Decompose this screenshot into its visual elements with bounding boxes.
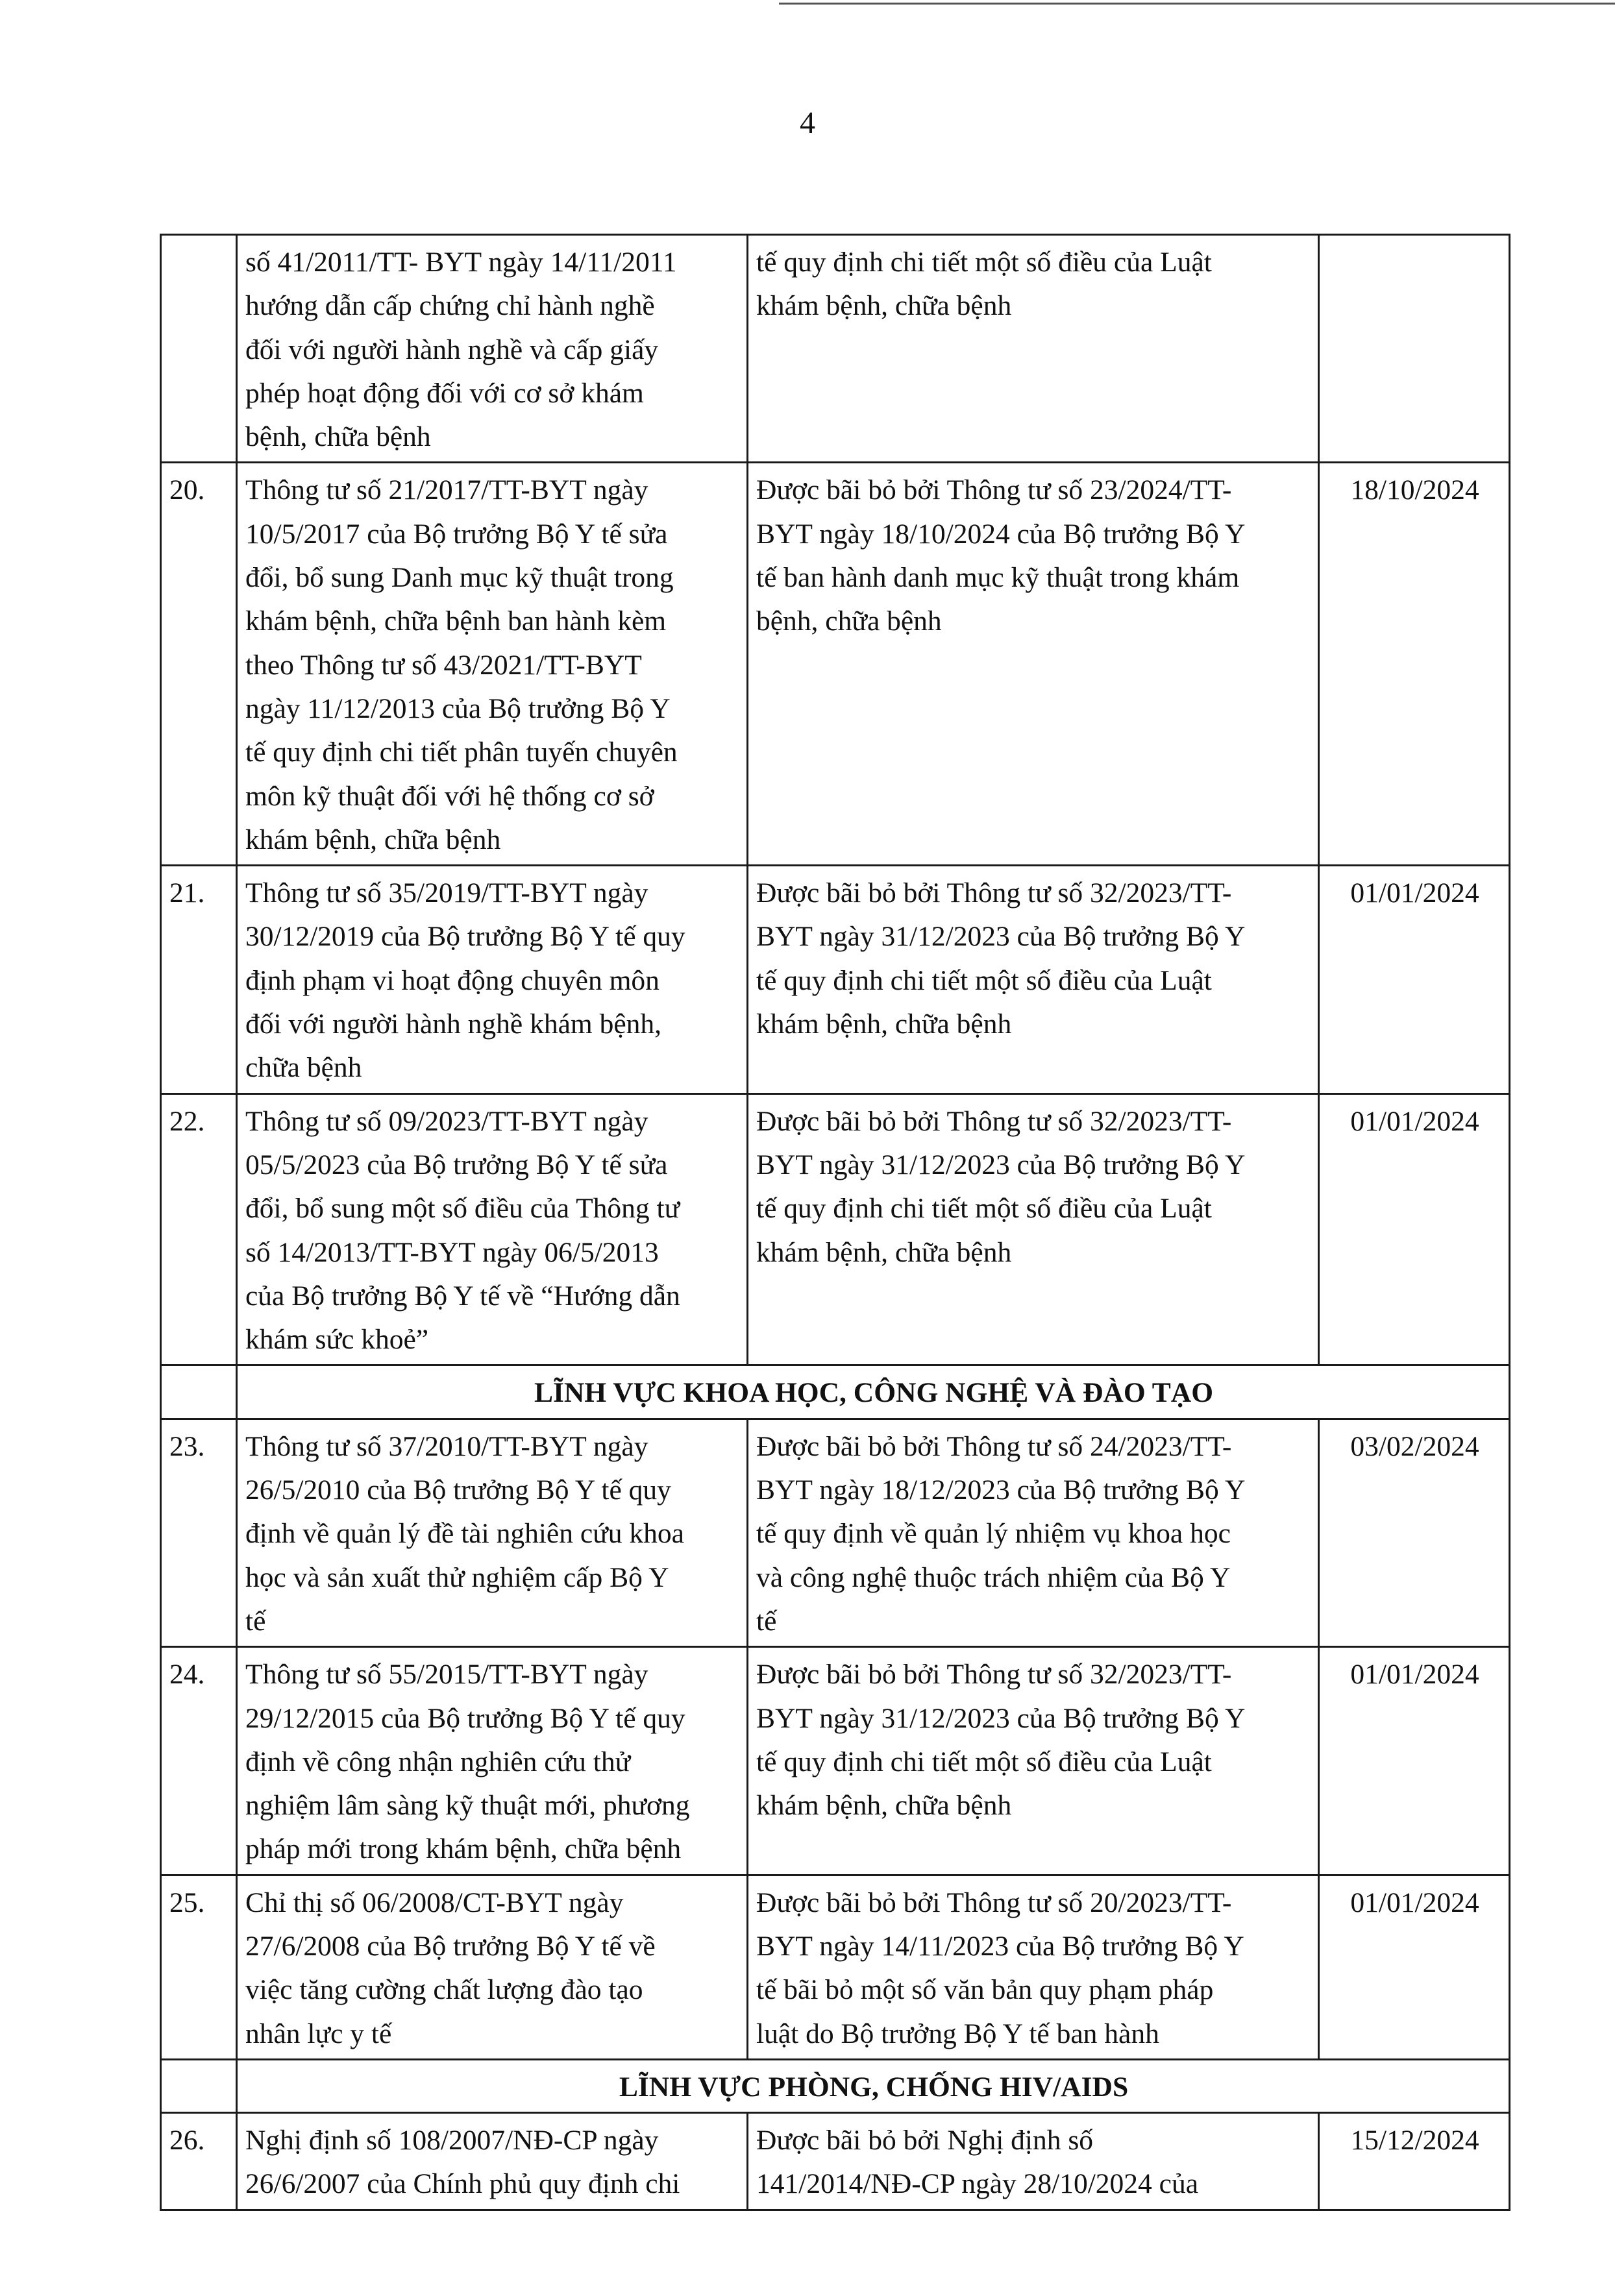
- effective-date: 01/01/2024: [1319, 1875, 1510, 2059]
- repeal-reason-cell: [748, 1419, 1319, 1646]
- repeal-reason-line: BYT ngày 31/12/2023 của Bộ trưởng Bộ Y: [756, 921, 1246, 953]
- document-line: môn kỹ thuật đối với hệ thống cơ sở: [245, 780, 654, 812]
- repeal-reason-line: Được bãi bỏ bởi Thông tư số 23/2024/TT-: [756, 474, 1232, 506]
- repeal-reason-line: Được bãi bỏ bởi Thông tư số 32/2023/TT-: [756, 1659, 1232, 1691]
- document-cell: [237, 1875, 748, 2059]
- repeal-reason-line: tế quy định chi tiết một số điều của Luật: [756, 964, 1212, 996]
- effective-date: 01/01/2024: [1319, 1093, 1510, 1365]
- document-line: 30/12/2019 của Bộ trưởng Bộ Y tế quy: [245, 921, 685, 953]
- section-row: [161, 2059, 1510, 2112]
- document-line: 29/12/2015 của Bộ trưởng Bộ Y tế quy: [245, 1702, 685, 1734]
- repeal-reason-line: tế quy định chi tiết một số điều của Luật: [756, 247, 1212, 278]
- repeal-reason-line: tế quy định chi tiết một số điều của Luật: [756, 1193, 1212, 1225]
- repeal-reason-cell: [748, 1647, 1319, 1875]
- document-line: 26/5/2010 của Bộ trưởng Bộ Y tế quy: [245, 1474, 671, 1506]
- document-cell: [237, 866, 748, 1093]
- effective-date: 01/01/2024: [1319, 1647, 1510, 1875]
- row-number: 23.: [161, 1419, 237, 1646]
- row-number: 21.: [161, 866, 237, 1093]
- document-cell: [237, 2113, 748, 2210]
- repeal-reason-line: BYT ngày 18/12/2023 của Bộ trưởng Bộ Y: [756, 1474, 1246, 1506]
- repeal-reason-line: 141/2014/NĐ-CP ngày 28/10/2024 của: [756, 2168, 1199, 2200]
- document-line: tế: [245, 1605, 266, 1637]
- table-row: [161, 463, 1510, 866]
- document-line: định về quản lý đề tài nghiên cứu khoa: [245, 1518, 684, 1550]
- top-rule: [779, 3, 1615, 5]
- effective-date: [1319, 235, 1510, 463]
- repeal-reason-cell: [748, 1093, 1319, 1365]
- document-line: bệnh, chữa bệnh: [245, 421, 431, 453]
- table-row: [161, 1419, 1510, 1646]
- document-line: 27/6/2008 của Bộ trưởng Bộ Y tế về: [245, 1930, 656, 1962]
- repeal-reason-line: tế bãi bỏ một số văn bản quy phạm pháp: [756, 1974, 1214, 2006]
- document-line: 26/6/2007 của Chính phủ quy định chi: [245, 2168, 680, 2200]
- document-line: pháp mới trong khám bệnh, chữa bệnh: [245, 1833, 682, 1865]
- document-cell: [237, 463, 748, 866]
- document-line: học và sản xuất thử nghiệm cấp Bộ Y: [245, 1561, 669, 1593]
- repeal-reason-line: tế quy định chi tiết một số điều của Luật: [756, 1746, 1212, 1777]
- row-number: 25.: [161, 1875, 237, 2059]
- repeal-reason-line: Được bãi bỏ bởi Thông tư số 32/2023/TT-: [756, 1105, 1232, 1137]
- repeal-reason-line: tế: [756, 1605, 777, 1637]
- row-number: 24.: [161, 1647, 237, 1875]
- document-line: 05/5/2023 của Bộ trưởng Bộ Y tế sửa: [245, 1149, 668, 1180]
- repeal-reason-line: bệnh, chữa bệnh: [756, 605, 942, 637]
- document-line: phép hoạt động đối với cơ sở khám: [245, 377, 644, 409]
- repeal-reason-line: khám bệnh, chữa bệnh: [756, 1008, 1012, 1040]
- document-line: nhân lực y tế: [245, 2018, 392, 2049]
- section-row: [161, 1365, 1510, 1419]
- document-line: định phạm vi hoạt động chuyên môn: [245, 964, 660, 996]
- effective-date: 03/02/2024: [1319, 1419, 1510, 1646]
- repeal-reason-line: Được bãi bỏ bởi Thông tư số 24/2023/TT-: [756, 1430, 1232, 1462]
- document-line: Thông tư số 55/2015/TT-BYT ngày: [245, 1659, 648, 1691]
- document-line: của Bộ trưởng Bộ Y tế về “Hướng dẫn: [245, 1280, 680, 1312]
- document-line: Nghị định số 108/2007/NĐ-CP ngày: [245, 2125, 659, 2156]
- repeal-reason-line: BYT ngày 14/11/2023 của Bộ trưởng Bộ Y: [756, 1930, 1244, 1962]
- document-line: việc tăng cường chất lượng đào tạo: [245, 1974, 643, 2006]
- document-line: đối với người hành nghề khám bệnh,: [245, 1008, 662, 1040]
- repeal-reason-cell: [748, 2113, 1319, 2210]
- repeal-reason-line: BYT ngày 31/12/2023 của Bộ trưởng Bộ Y: [756, 1149, 1246, 1180]
- repeal-reason-line: khám bệnh, chữa bệnh: [756, 290, 1012, 322]
- repeal-reason-line: tế ban hành danh mục kỹ thuật trong khám: [756, 562, 1240, 594]
- row-number: 22.: [161, 1093, 237, 1365]
- table-body: [161, 235, 1510, 2210]
- repeal-reason-line: BYT ngày 31/12/2023 của Bộ trưởng Bộ Y: [756, 1702, 1246, 1734]
- repeal-reason-cell: [748, 235, 1319, 463]
- table-row: [161, 235, 1510, 463]
- section-title: LĨNH VỰC PHÒNG, CHỐNG HIV/AIDS: [237, 2059, 1510, 2112]
- section-title: LĨNH VỰC KHOA HỌC, CÔNG NGHỆ VÀ ĐÀO TẠO: [237, 1365, 1510, 1419]
- document-line: nghiệm lâm sàng kỹ thuật mới, phương: [245, 1790, 690, 1822]
- table-row: [161, 1093, 1510, 1365]
- repealed-documents-table: [160, 234, 1510, 2211]
- repeal-reason-line: khám bệnh, chữa bệnh: [756, 1790, 1012, 1822]
- repeal-reason-line: Được bãi bỏ bởi Thông tư số 32/2023/TT-: [756, 877, 1232, 909]
- document-cell: [237, 1093, 748, 1365]
- section-no-cell: [161, 1365, 237, 1419]
- repeal-reason-line: Được bãi bỏ bởi Thông tư số 20/2023/TT-: [756, 1887, 1232, 1918]
- document-line: Thông tư số 09/2023/TT-BYT ngày: [245, 1105, 648, 1137]
- document-line: định về công nhận nghiên cứu thử: [245, 1746, 631, 1777]
- table-row: [161, 1875, 1510, 2059]
- document-line: số 14/2013/TT-BYT ngày 06/5/2013: [245, 1236, 659, 1268]
- effective-date: 15/12/2024: [1319, 2113, 1510, 2210]
- document-line: 10/5/2017 của Bộ trưởng Bộ Y tế sửa: [245, 518, 668, 550]
- section-no-cell: [161, 2059, 237, 2112]
- repeal-reason-cell: [748, 1875, 1319, 2059]
- effective-date: 01/01/2024: [1319, 866, 1510, 1093]
- document-line: Thông tư số 35/2019/TT-BYT ngày: [245, 877, 648, 909]
- document-line: đối với người hành nghề và cấp giấy: [245, 334, 659, 365]
- document-cell: [237, 1647, 748, 1875]
- page-number: 4: [800, 106, 815, 140]
- document-line: ngày 11/12/2013 của Bộ trưởng Bộ Y: [245, 692, 671, 724]
- repeal-reason-line: tế quy định về quản lý nhiệm vụ khoa học: [756, 1518, 1231, 1550]
- repeal-reason-cell: [748, 463, 1319, 866]
- repeal-reason-cell: [748, 866, 1319, 1093]
- document-line: chữa bệnh: [245, 1052, 362, 1084]
- repeal-reason-line: luật do Bộ trưởng Bộ Y tế ban hành: [756, 2018, 1159, 2049]
- document-line: khám bệnh, chữa bệnh: [245, 824, 501, 855]
- document-line: theo Thông tư số 43/2021/TT-BYT: [245, 649, 642, 681]
- repeal-reason-line: và công nghệ thuộc trách nhiệm của Bộ Y: [756, 1561, 1231, 1593]
- document-line: đổi, bổ sung Danh mục kỹ thuật trong: [245, 562, 674, 594]
- document-line: Thông tư số 21/2017/TT-BYT ngày: [245, 474, 648, 506]
- document-line: số 41/2011/TT- BYT ngày 14/11/2011: [245, 247, 677, 278]
- row-number: 20.: [161, 463, 237, 866]
- table-row: [161, 2113, 1510, 2210]
- document-cell: [237, 235, 748, 463]
- document-line: tế quy định chi tiết phân tuyến chuyên: [245, 737, 678, 768]
- document-line: khám bệnh, chữa bệnh ban hành kèm: [245, 605, 667, 637]
- table-row: [161, 866, 1510, 1093]
- row-number: 26.: [161, 2113, 237, 2210]
- document-line: đổi, bổ sung một số điều của Thông tư: [245, 1193, 680, 1225]
- document-line: hướng dẫn cấp chứng chỉ hành nghề: [245, 290, 655, 322]
- repeal-reason-line: khám bệnh, chữa bệnh: [756, 1236, 1012, 1268]
- row-number: [161, 235, 237, 463]
- table-row: [161, 1647, 1510, 1875]
- document-line: khám sức khoẻ”: [245, 1324, 429, 1356]
- document-cell: [237, 1419, 748, 1646]
- repeal-reason-line: BYT ngày 18/10/2024 của Bộ trưởng Bộ Y: [756, 518, 1246, 550]
- repeal-reason-line: Được bãi bỏ bởi Nghị định số: [756, 2125, 1094, 2156]
- effective-date: 18/10/2024: [1319, 463, 1510, 866]
- document-line: Chỉ thị số 06/2008/CT-BYT ngày: [245, 1887, 624, 1918]
- document-line: Thông tư số 37/2010/TT-BYT ngày: [245, 1430, 648, 1462]
